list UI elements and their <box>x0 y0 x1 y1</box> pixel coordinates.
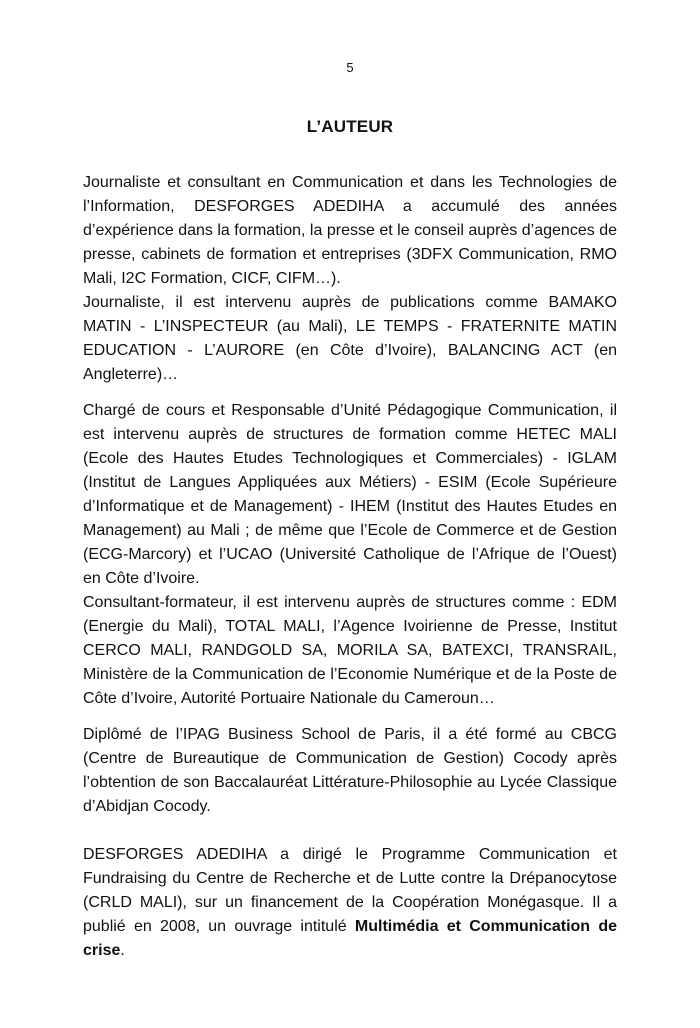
author-bio <box>83 171 617 963</box>
bio-paragraph-4: Consultant-formateur, il est intervenu auprès de structures comme : EDM (Energie du Mali), TOTAL MALI, l’Agence Ivoirienne de Presse, Institut CERCO MALI, RANDGOLD SA, MORILA SA, BATEXCI, TRANSRAIL, Ministère de la Communication de l’Economie Numérique et de la Poste de Côte d’Ivoire, Autorité Portuaire Nationale du Cameroun… <box>83 594 617 707</box>
bio-paragraph-6 <box>83 843 617 963</box>
bio-paragraph-2: Journaliste, il est intervenu auprès de publications comme BAMAKO MATIN - L’INSPECTEUR (au Mali), LE TEMPS - FRATERNITE MATIN EDUCATION - L’AURORE (en Côte d’Ivoire), BALANCING ACT (en Angleterre)… <box>83 294 617 383</box>
bio-paragraph-1: Journaliste et consultant en Communication et dans les Technologies de l’Information, DESFORGES ADEDIHA a accumulé des années d’expérience dans la formation, la presse et le conseil auprès d’agences de presse, cabinets de formation et entreprises (3DFX Communication, RMO Mali, I2C Formation, CICF, CIFM…). <box>83 174 617 287</box>
bio-paragraph-5: Diplômé de l’IPAG Business School de Paris, il a été formé au CBCG (Centre de Bureautique de Communication de Gestion) Cocody après l’obtention de son Baccalauréat Littérature-Philosophie au Lycée Classique d’Abidjan Cocody. <box>83 726 617 815</box>
bio-paragraph-3: Chargé de cours et Responsable d’Unité Pédagogique Communication, il est intervenu auprès de structures de formation comme HETEC MALI (Ecole des Hautes Etudes Technologiques et Commerciales) - IGLAM (Institut de Langues Appliquées aux Métiers) - ESIM (Ecole Supérieure d’Informatique et de Management) - IHEM (Institut des Hautes Etudes en Management) au Mali ; de même que l’Ecole de Commerce et de Gestion (ECG-Marcory) et l’UCAO (Université Catholique de l’Afrique de l’Ouest) en Côte d’Ivoire. <box>83 402 617 587</box>
bio-paragraph-6-end: . <box>120 942 125 959</box>
page-title: L’AUTEUR <box>306 117 394 136</box>
page-number: 5 <box>346 60 354 75</box>
book-title: Multimédia et Communication de crise <box>83 918 618 959</box>
bio-paragraph-6-text: DESFORGES ADEDIHA a dirigé le Programme Communication et Fundraising du Centre de Recherche et de Lutte contre la Drépanocytose (CRLD MALI), sur un financement de la Coopération Monégasque. Il a publié en 2008, un ouvrage intitulé <box>83 846 617 935</box>
